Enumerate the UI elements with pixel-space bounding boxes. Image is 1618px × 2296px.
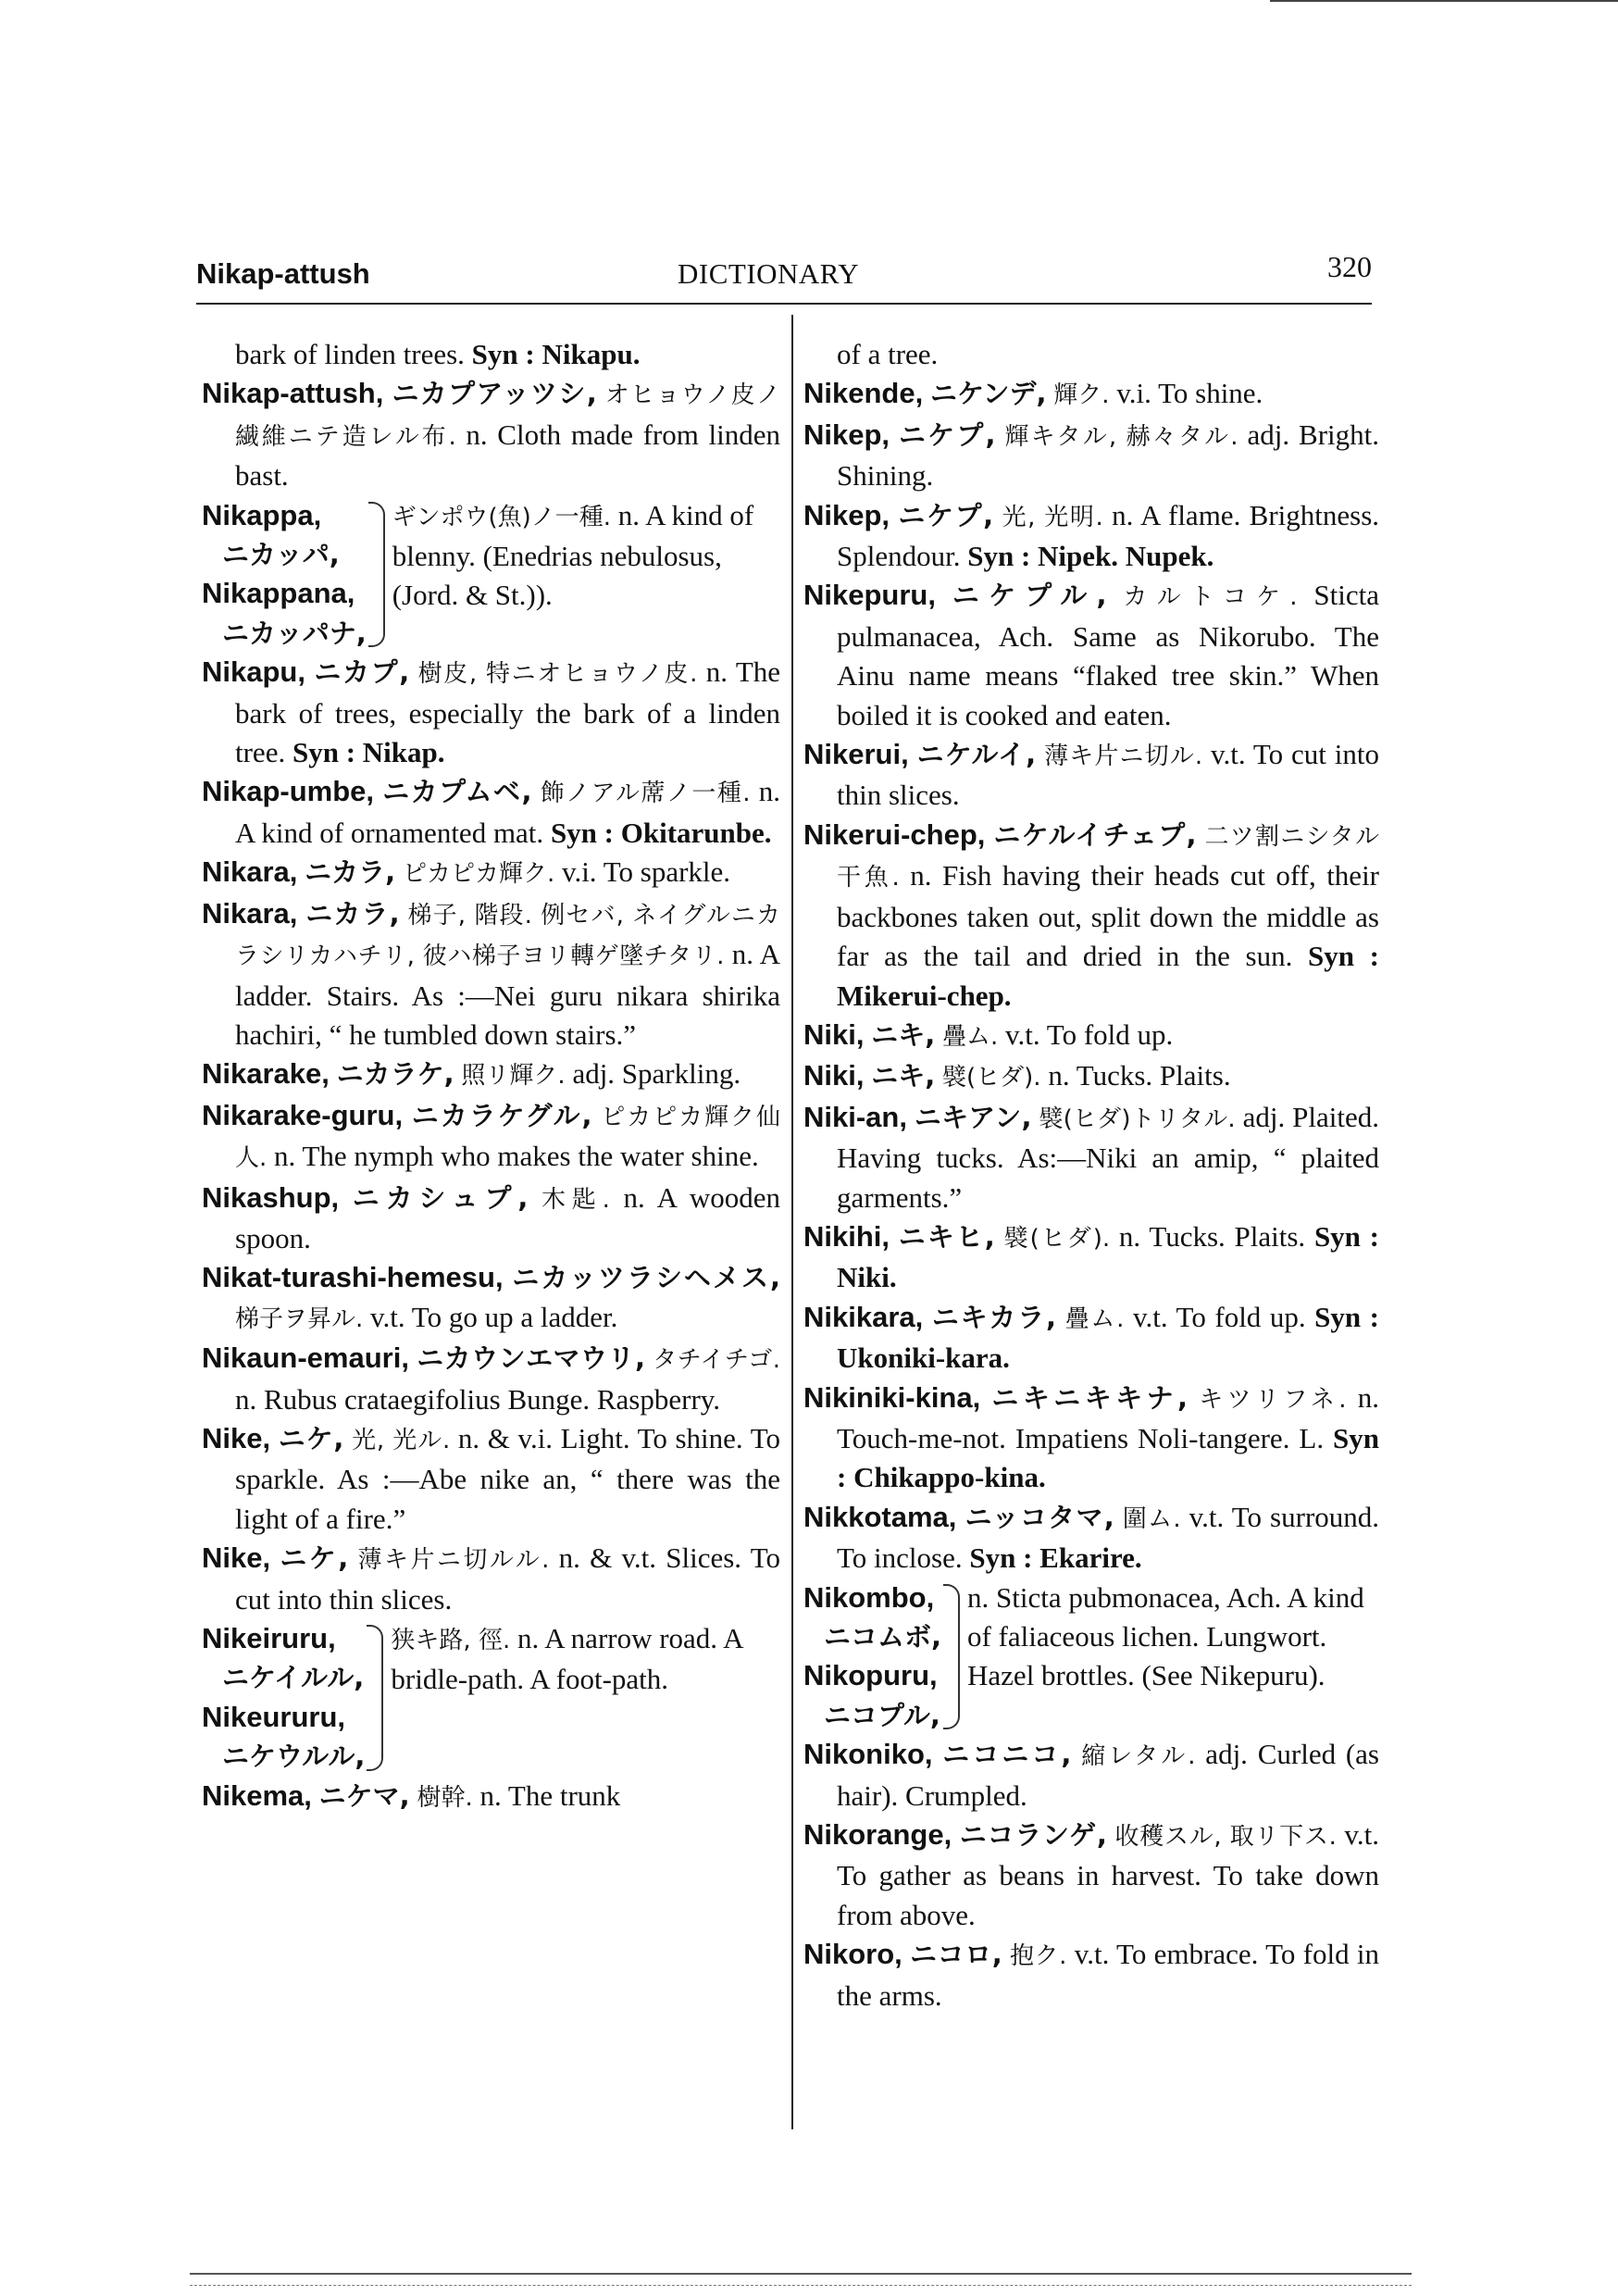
headword-kana: ニカッパナ,: [222, 617, 367, 649]
right-column: [803, 335, 1379, 2015]
dictionary-entry: [803, 416, 1379, 496]
synonym: Syn : Niki.: [837, 1219, 1379, 1294]
headword: Nikoniko,: [803, 1738, 933, 1771]
headword-kana: ニケプ,: [898, 499, 994, 531]
definition: v.t. To fold up.: [1124, 1300, 1315, 1333]
dictionary-entry: [803, 1379, 1379, 1498]
japanese-gloss: 縮レタル.: [1081, 1742, 1196, 1771]
definition: v.i. To shine.: [1109, 377, 1263, 410]
definition: v.t. To embrace. To fold in the arms.: [837, 1938, 1379, 2012]
definition: n. Rubus crataegifolius Bunge. Raspberry.: [235, 1382, 721, 1416]
headword-kana: ニケプル,: [952, 580, 1107, 612]
definition: n. The nymph who makes the water shine.: [267, 1140, 759, 1173]
headword-kana: ニカプアッツシ,: [392, 378, 597, 410]
footer-rule: [190, 2273, 1412, 2275]
japanese-gloss: 木匙.: [541, 1185, 610, 1214]
japanese-gloss: キツリフネ.: [1199, 1385, 1347, 1414]
headword: Nikorange,: [803, 1818, 952, 1852]
headword: Niki-an,: [803, 1100, 907, 1133]
headword-kana: ニカウンエマウリ,: [417, 1342, 645, 1375]
running-headword: Nikap-attush: [196, 257, 370, 290]
headword-kana: ニケイルル,: [222, 1662, 365, 1694]
synonym: Syn : Nikapu.: [471, 338, 641, 370]
headword: Nike,: [202, 1541, 271, 1575]
headword-kana: ニキ,: [871, 1060, 936, 1092]
definition: n. A kind of blenny. (Enedrias nebulosus, (Jord. & St.)).: [392, 498, 754, 612]
definition: n. Touch-me-not. Impatiens Noli-tangere. L.: [837, 1380, 1380, 1454]
definition: v.t. To go up a ladder.: [363, 1300, 618, 1333]
japanese-gloss: カルトコケ.: [1123, 583, 1298, 612]
headword: Nikappana,: [202, 577, 355, 610]
japanese-gloss: 襞(ヒダ).: [942, 1064, 1041, 1092]
headword: Nikara,: [202, 855, 298, 889]
definition: Sticta pulmanacea, Ach. Same as Nikorubo. The Ainu name means “flaked tree skin.” When boiled it is cooked and eaten.: [837, 579, 1380, 731]
dictionary-entry: [202, 1096, 780, 1179]
headword-kana: ニコニコ,: [942, 1739, 1072, 1771]
japanese-gloss: ピカピカ輝ク.: [402, 860, 555, 889]
group-headwords: [803, 1578, 941, 1736]
dictionary-entry: [202, 772, 780, 853]
definition: n. & v.t. Slices. To cut into thin slices.: [235, 1541, 780, 1616]
dictionary-entry: [803, 1498, 1379, 1578]
definition: adj. Sparkling.: [565, 1057, 741, 1091]
japanese-gloss: 疊ム.: [1064, 1304, 1125, 1333]
group-definition: [391, 1619, 780, 1777]
definition: v.i. To sparkle.: [554, 855, 731, 889]
definition: n. Fish having their heads cut off, their backbones taken out, split down the middle as far as the tail and dried in the sun.: [837, 859, 1380, 973]
page-header: [196, 250, 1372, 296]
headword-kana: ニカラ,: [305, 897, 400, 930]
headword: Nikerui-chep,: [803, 817, 986, 851]
group-headwords: [202, 496, 367, 654]
synonym: Syn : Nipek. Nupek.: [967, 540, 1214, 573]
entry-group: [202, 1619, 780, 1777]
dictionary-entry: [202, 1258, 780, 1339]
dictionary-entry: [202, 1339, 780, 1419]
japanese-gloss: 圍ム.: [1122, 1504, 1181, 1533]
dictionary-entry: [803, 816, 1379, 1016]
dictionary-entry: [202, 1179, 780, 1259]
headword: Nikapu,: [202, 655, 305, 689]
running-title: DICTIONARY: [678, 257, 860, 290]
synonym: Syn : Nikap.: [292, 736, 445, 769]
definition: n. The trunk: [472, 1778, 621, 1812]
brace: [943, 1584, 960, 1730]
dictionary-entry: [803, 1217, 1379, 1298]
japanese-gloss: 光, 光明.: [1002, 503, 1103, 531]
dictionary-entry: [803, 374, 1379, 415]
dictionary-entry: [202, 374, 780, 495]
definition: n. & v.i. Light. To shine. To sparkle. As :—Abe nike an, “ there was the light of a fire.”: [235, 1421, 781, 1535]
headword-kana: ニケ,: [280, 1542, 349, 1575]
japanese-gloss: 照リ輝ク.: [461, 1062, 566, 1091]
dictionary-entry: [803, 1056, 1379, 1097]
japanese-gloss: 狭キ路, 徑.: [391, 1627, 511, 1654]
definition: bark of linden trees.: [235, 338, 472, 370]
headword-kana: ニコランゲ,: [959, 1819, 1107, 1852]
headword-kana: ニコムボ,: [824, 1621, 942, 1653]
headword-kana: ニケマ,: [318, 1779, 410, 1812]
entry-continuation: [803, 335, 1379, 374]
dictionary-entry: [803, 1735, 1379, 1816]
definition: n. A kind of ornamented mat.: [235, 775, 780, 849]
headword: Nike,: [202, 1421, 271, 1454]
headword: Nikiniki-kina,: [803, 1380, 981, 1414]
definition: n. Tucks. Plaits.: [1110, 1219, 1314, 1253]
japanese-gloss: 光, 光ル.: [352, 1426, 451, 1454]
dictionary-entry: [803, 1298, 1379, 1379]
headword: Nikep,: [803, 498, 890, 531]
dictionary-entry: [202, 1054, 780, 1095]
headword: Nikoro,: [803, 1938, 902, 1971]
dictionary-entry: [803, 1816, 1379, 1935]
headword-kana: ニキニキキナ,: [991, 1381, 1189, 1414]
headword: Niki,: [803, 1017, 865, 1051]
column-divider: [791, 315, 793, 2129]
headword: Nikara,: [202, 896, 298, 930]
headword: Nikarake-guru,: [202, 1098, 404, 1131]
headword-kana: ニッコタマ,: [965, 1501, 1114, 1533]
headword: Nikopuru,: [803, 1659, 938, 1692]
japanese-gloss: 疊ム.: [942, 1022, 999, 1051]
japanese-gloss: ピカピカ輝ク仙人.: [235, 1103, 780, 1173]
japanese-gloss: 抱ク.: [1010, 1942, 1067, 1971]
japanese-gloss: 飾ノアル蓆ノ一種.: [540, 780, 751, 808]
definition: v.t. To fold up.: [998, 1017, 1174, 1051]
definition: n. A wooden spoon.: [235, 1180, 781, 1254]
headword-kana: ニコプル,: [824, 1699, 940, 1731]
japanese-gloss: 梯子, 階段. 例セバ, ネイグルニカラシリカハチリ, 彼ハ梯子ヨリ轉ゲ墜チタリ.: [235, 901, 780, 971]
headword: Nikema,: [202, 1778, 312, 1812]
headword-kana: ニカッツラシヘメス,: [512, 1262, 780, 1294]
japanese-gloss: 樹幹.: [417, 1783, 473, 1812]
japanese-gloss: 二ツ割ニシタル干魚.: [837, 822, 1380, 892]
footer-rule-dashed: [190, 2285, 1412, 2286]
headword-kana: ニケ,: [278, 1422, 344, 1454]
headword: Nikeururu,: [202, 1700, 346, 1733]
headword: Nikeiruru,: [202, 1622, 336, 1654]
headword: Nikepuru,: [803, 579, 936, 612]
dictionary-entry: [202, 1539, 780, 1619]
japanese-gloss: 薄キ片ニ切ルル.: [357, 1546, 550, 1575]
headword: Niki,: [803, 1059, 865, 1092]
page-number: 320: [1327, 250, 1372, 283]
headword-kana: ニコロ,: [910, 1939, 1002, 1971]
brace: [367, 1625, 383, 1771]
entry-continuation: [202, 335, 780, 374]
dictionary-entry: [803, 576, 1379, 735]
japanese-gloss: 樹皮, 特ニオヒョウノ皮.: [417, 660, 698, 689]
japanese-gloss: 輝キタル, 赫々タル.: [1004, 422, 1238, 451]
japanese-gloss: タチイチゴ.: [653, 1346, 781, 1375]
headword: Nikihi,: [803, 1219, 890, 1253]
synonym: Syn : Ekarire.: [969, 1541, 1142, 1575]
dictionary-entry: [803, 1098, 1379, 1217]
dictionary-entry: [202, 894, 780, 1055]
dictionary-entry: [803, 1935, 1379, 2015]
headword-kana: ニカラケグル,: [411, 1099, 592, 1131]
headword: Nikaun-emauri,: [202, 1341, 409, 1375]
definition: v.t. To gather as beans in harvest. To take down from above.: [837, 1818, 1380, 1931]
group-definition: [392, 496, 780, 654]
headword: Nikerui,: [803, 738, 909, 771]
header-rule: [196, 303, 1372, 305]
japanese-gloss: 襞(ヒダ)トリタル.: [1039, 1104, 1236, 1133]
headword: Nikkotama,: [803, 1500, 957, 1533]
entry-group: [202, 496, 780, 654]
definition: adj. Curled (as hair). Crumpled.: [837, 1738, 1379, 1812]
headword-kana: ニカラ,: [305, 856, 396, 889]
dictionary-entry: [202, 1419, 780, 1539]
headword-kana: ニケウルル,: [222, 1741, 366, 1773]
dictionary-entry: [202, 853, 780, 893]
group-headwords: [202, 1619, 365, 1777]
headword-kana: ニケプ,: [898, 418, 996, 451]
headword-kana: ニカシュプ,: [352, 1181, 529, 1214]
entry-group: [803, 1578, 1379, 1736]
headword: Nikappa,: [202, 498, 322, 531]
definition: n. A ladder. Stairs. As :—Nei guru nikara shirika hachiri, “ he tumbled down stairs.”: [235, 938, 780, 1051]
definition: of a tree.: [837, 338, 939, 370]
dictionary-entry: [803, 496, 1379, 577]
headword-kana: ニケルイチェプ,: [993, 818, 1197, 851]
headword: Nikombo,: [803, 1580, 935, 1614]
japanese-gloss: 梯子ヲ昇ル.: [235, 1304, 364, 1333]
synonym: Syn : Okitarunbe.: [550, 816, 772, 849]
definition: n. Tucks. Plaits.: [1040, 1059, 1231, 1092]
headword-kana: ニキカラ,: [931, 1301, 1057, 1333]
headword: Nikikara,: [803, 1300, 924, 1333]
japanese-gloss: ギンポウ(魚)ノ一種.: [392, 503, 612, 531]
headword: Nikat-turashi-hemesu,: [202, 1261, 504, 1294]
headword: Nikap-umbe,: [202, 775, 375, 808]
dictionary-entry: [803, 1016, 1379, 1056]
top-rule: [1270, 0, 1618, 2]
synonym: Syn : Ukoniki-kara.: [837, 1300, 1380, 1375]
headword-kana: ニキアン,: [914, 1101, 1032, 1133]
headword-kana: ニカプ,: [314, 656, 410, 689]
definition: adj. Bright. Shining.: [837, 418, 1380, 493]
definition: adj. Plaited. Having tucks. As:—Niki an amip, “ plaited garments.”: [837, 1100, 1379, 1214]
headword-kana: ニケンデ,: [929, 378, 1047, 410]
headword-kana: ニカッパ,: [222, 539, 340, 571]
headword-kana: ニキ,: [871, 1018, 936, 1051]
dictionary-entry: [202, 653, 780, 772]
headword: Nikep,: [803, 418, 890, 451]
headword-kana: ニケルイ,: [916, 739, 1037, 771]
definition: v.t. To cut into thin slices.: [837, 738, 1379, 812]
headword-kana: ニカラケ,: [336, 1058, 454, 1091]
japanese-gloss: 輝ク.: [1053, 381, 1110, 410]
definition: n. A narrow road. A bridle-path. A foot-path.: [391, 1622, 742, 1696]
dictionary-entry: [803, 735, 1379, 816]
headword: Nikap-attush,: [202, 377, 384, 410]
definition: n. Cloth made from linden bast.: [235, 418, 780, 493]
headword: Nikende,: [803, 377, 924, 410]
headword: Nikarake,: [202, 1057, 330, 1091]
japanese-gloss: オヒョウノ皮ノ繊維ニテ造レル布.: [235, 381, 780, 451]
headword: Nikashup,: [202, 1180, 340, 1214]
definition: n. The bark of trees, especially the bark of a linden tree.: [235, 655, 781, 769]
synonym: Syn : Chikappo-kina.: [837, 1421, 1379, 1494]
definition: n. A flame. Brightness. Splendour.: [837, 498, 1380, 573]
headword-kana: ニキヒ,: [898, 1220, 995, 1253]
group-definition: [967, 1578, 1379, 1736]
brace: [368, 502, 385, 648]
definition: v.t. To surround. To inclose.: [837, 1500, 1380, 1575]
japanese-gloss: 襞(ヒダ).: [1003, 1224, 1111, 1253]
dictionary-entry: [202, 1777, 780, 1817]
japanese-gloss: 收穫スル, 取リ下ス.: [1114, 1823, 1337, 1852]
japanese-gloss: 薄キ片ニ切ル.: [1044, 742, 1203, 771]
synonym: Syn : Mikerui-chep.: [837, 940, 1379, 1012]
headword-kana: ニカプムベ,: [382, 776, 532, 808]
left-column: [202, 335, 780, 1817]
definition: n. Sticta pubmonacea, Ach. A kind of faliaceous lichen. Lungwort. Hazel brottles. (See Nikepuru).: [967, 1580, 1364, 1692]
